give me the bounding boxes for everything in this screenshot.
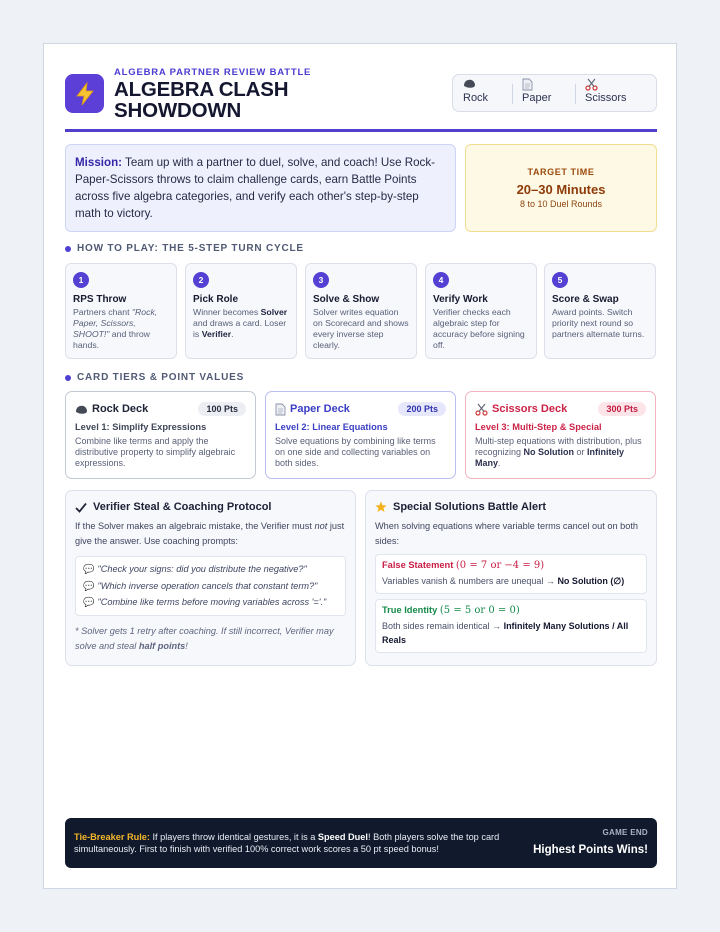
tier-name: Rock Deck bbox=[75, 403, 148, 415]
step-desc: Award points. Switch priority next round so partners alternate turns. bbox=[552, 307, 645, 339]
verifier-note: * Solver gets 1 retry after coaching. If still incorrect, Verifier may solve and steal half points! bbox=[75, 625, 334, 651]
step-card-5 bbox=[544, 263, 656, 359]
target-time-box bbox=[465, 144, 657, 232]
checkmark-icon bbox=[75, 502, 87, 513]
page-title bbox=[114, 79, 288, 121]
paper-icon bbox=[275, 403, 286, 416]
tier-points-badge: 200 Pts bbox=[398, 402, 446, 416]
special-title: Special Solutions Battle Alert bbox=[375, 501, 647, 513]
step-number: 1 bbox=[73, 272, 89, 288]
paper-icon bbox=[522, 78, 551, 92]
tier-desc: Multi-step equations with distribution, plus recognizing No Solution or Infinitely Many. bbox=[475, 436, 642, 468]
speech-bubble-icon: 💬 bbox=[83, 564, 95, 574]
header-rule bbox=[65, 129, 657, 132]
target-sub: 8 to 10 Duel Rounds bbox=[519, 199, 603, 209]
step-title: Verify Work bbox=[433, 294, 488, 305]
mission-text: Team up with a partner to duel, solve, and coach! Use Rock-Paper-Scissors throws to claim challenge cards, earn Battle Points across five algebra categories, and verify each other's step-by-step math to victory. bbox=[75, 156, 436, 220]
step-title: Solve & Show bbox=[313, 294, 380, 305]
step-number: 5 bbox=[552, 272, 568, 288]
coaching-prompt: 💬 "Combine like terms before moving variables across '='." bbox=[83, 597, 327, 607]
special-intro: When solving equations where variable terms cancel out on both sides: bbox=[375, 521, 639, 546]
step-title: Score & Swap bbox=[552, 294, 619, 305]
scissors-icon bbox=[585, 78, 627, 92]
mission-box bbox=[65, 144, 456, 232]
rps-scissors: Scissors bbox=[585, 78, 627, 104]
coaching-prompts bbox=[75, 556, 346, 616]
false-statement-heading: False Statement (0 = 7 or −4 = 9) bbox=[382, 560, 545, 571]
tier-desc: Combine like terms and apply the distributive property to simplify algebraic expressions. bbox=[75, 436, 236, 468]
tier-level: Level 1: Simplify Expressions bbox=[75, 422, 207, 432]
tier-card-paper bbox=[265, 391, 456, 479]
rps-rock: Rock bbox=[463, 78, 488, 104]
step-number: 4 bbox=[433, 272, 449, 288]
tier-points-badge: 300 Pts bbox=[598, 402, 646, 416]
title-line-2: SHOWDOWN bbox=[114, 99, 242, 122]
step-card-2 bbox=[185, 263, 297, 359]
step-desc: Winner becomes Solver and draws a card. Loser is Verifier. bbox=[193, 307, 288, 339]
step-title: Pick Role bbox=[193, 294, 239, 305]
speech-bubble-icon: 💬 bbox=[83, 580, 95, 591]
speech-bubble-icon: 💬 bbox=[83, 597, 95, 607]
rock-icon bbox=[75, 404, 88, 415]
true-identity-desc: Both sides remain identical → Infinitely Many Solutions / All Reals bbox=[382, 621, 629, 645]
tier-desc: Solve equations by combining like terms on one side and collecting variables on both sides. bbox=[275, 436, 436, 468]
step-title: RPS Throw bbox=[73, 294, 127, 305]
step-number: 2 bbox=[193, 272, 209, 288]
step-number: 3 bbox=[313, 272, 329, 288]
highest-points-text: Highest Points Wins! bbox=[533, 844, 648, 856]
how-to-play-heading: HOW TO PLAY: THE 5-STEP TURN CYCLE bbox=[65, 243, 304, 254]
tier-level: Level 3: Multi-Step & Special bbox=[475, 422, 602, 432]
tier-name: Paper Deck bbox=[275, 403, 350, 416]
target-value: 20–30 Minutes bbox=[516, 182, 606, 197]
true-identity-heading: True Identity (5 = 5 or 0 = 0) bbox=[382, 605, 520, 616]
star-icon bbox=[375, 501, 387, 513]
worksheet-page bbox=[43, 43, 677, 889]
step-desc: Solver writes equation on Scorecard and shows every inverse step clearly. bbox=[313, 307, 409, 350]
rps-paper: Paper bbox=[522, 78, 551, 104]
verifier-title: Verifier Steal & Coaching Protocol bbox=[75, 501, 346, 513]
tier-level: Level 2: Linear Equations bbox=[275, 422, 388, 432]
tier-points-badge: 100 Pts bbox=[198, 402, 246, 416]
step-desc: Verifier checks each algebraic step for accuracy before signing off. bbox=[433, 307, 525, 350]
rock-icon bbox=[463, 78, 488, 92]
rps-legend bbox=[452, 74, 657, 112]
step-desc: Partners chant "Rock, Paper, Scissors, SHOOT!" and throw hands. bbox=[73, 307, 158, 350]
false-statement-desc: Variables vanish & numbers are unequal → No Solution (∅) bbox=[382, 576, 625, 586]
true-identity-alert bbox=[375, 599, 647, 653]
coaching-prompt: 💬 "Check your signs: did you distribute the negative?" bbox=[83, 564, 307, 574]
mission-label: Mission: bbox=[75, 156, 123, 169]
coaching-prompt: 💬 "Which inverse operation cancels that constant term?" bbox=[83, 580, 318, 591]
step-card-4 bbox=[425, 263, 537, 359]
game-end-label: GAME END bbox=[602, 828, 648, 837]
step-card-3 bbox=[305, 263, 417, 359]
target-label: TARGET TIME bbox=[527, 167, 595, 177]
scissors-icon bbox=[475, 403, 488, 416]
false-statement-alert bbox=[375, 554, 647, 594]
tie-breaker-text: Tie-Breaker Rule: If players throw identical gestures, it is a Speed Duel! Both players solve the top card simultaneously. First to finish with verified 100% correct work scores a 50 pt speed bonus! bbox=[74, 832, 500, 854]
tie-breaker-footer bbox=[65, 818, 657, 868]
tier-card-scissors bbox=[465, 391, 656, 479]
title-line-1: ALGEBRA CLASH bbox=[114, 78, 289, 101]
step-card-1 bbox=[65, 263, 177, 359]
tier-card-rock bbox=[65, 391, 256, 479]
verifier-protocol-box bbox=[65, 490, 356, 666]
tier-name: Scissors Deck bbox=[475, 403, 567, 416]
special-solutions-box bbox=[365, 490, 657, 666]
verifier-intro: If the Solver makes an algebraic mistake, the Verifier must not just give the answer. Use coaching prompts: bbox=[75, 521, 345, 546]
kicker-text: ALGEBRA PARTNER REVIEW BATTLE bbox=[114, 67, 312, 78]
lightning-bolt-icon bbox=[65, 74, 104, 113]
card-tiers-heading: CARD TIERS & POINT VALUES bbox=[65, 372, 244, 383]
